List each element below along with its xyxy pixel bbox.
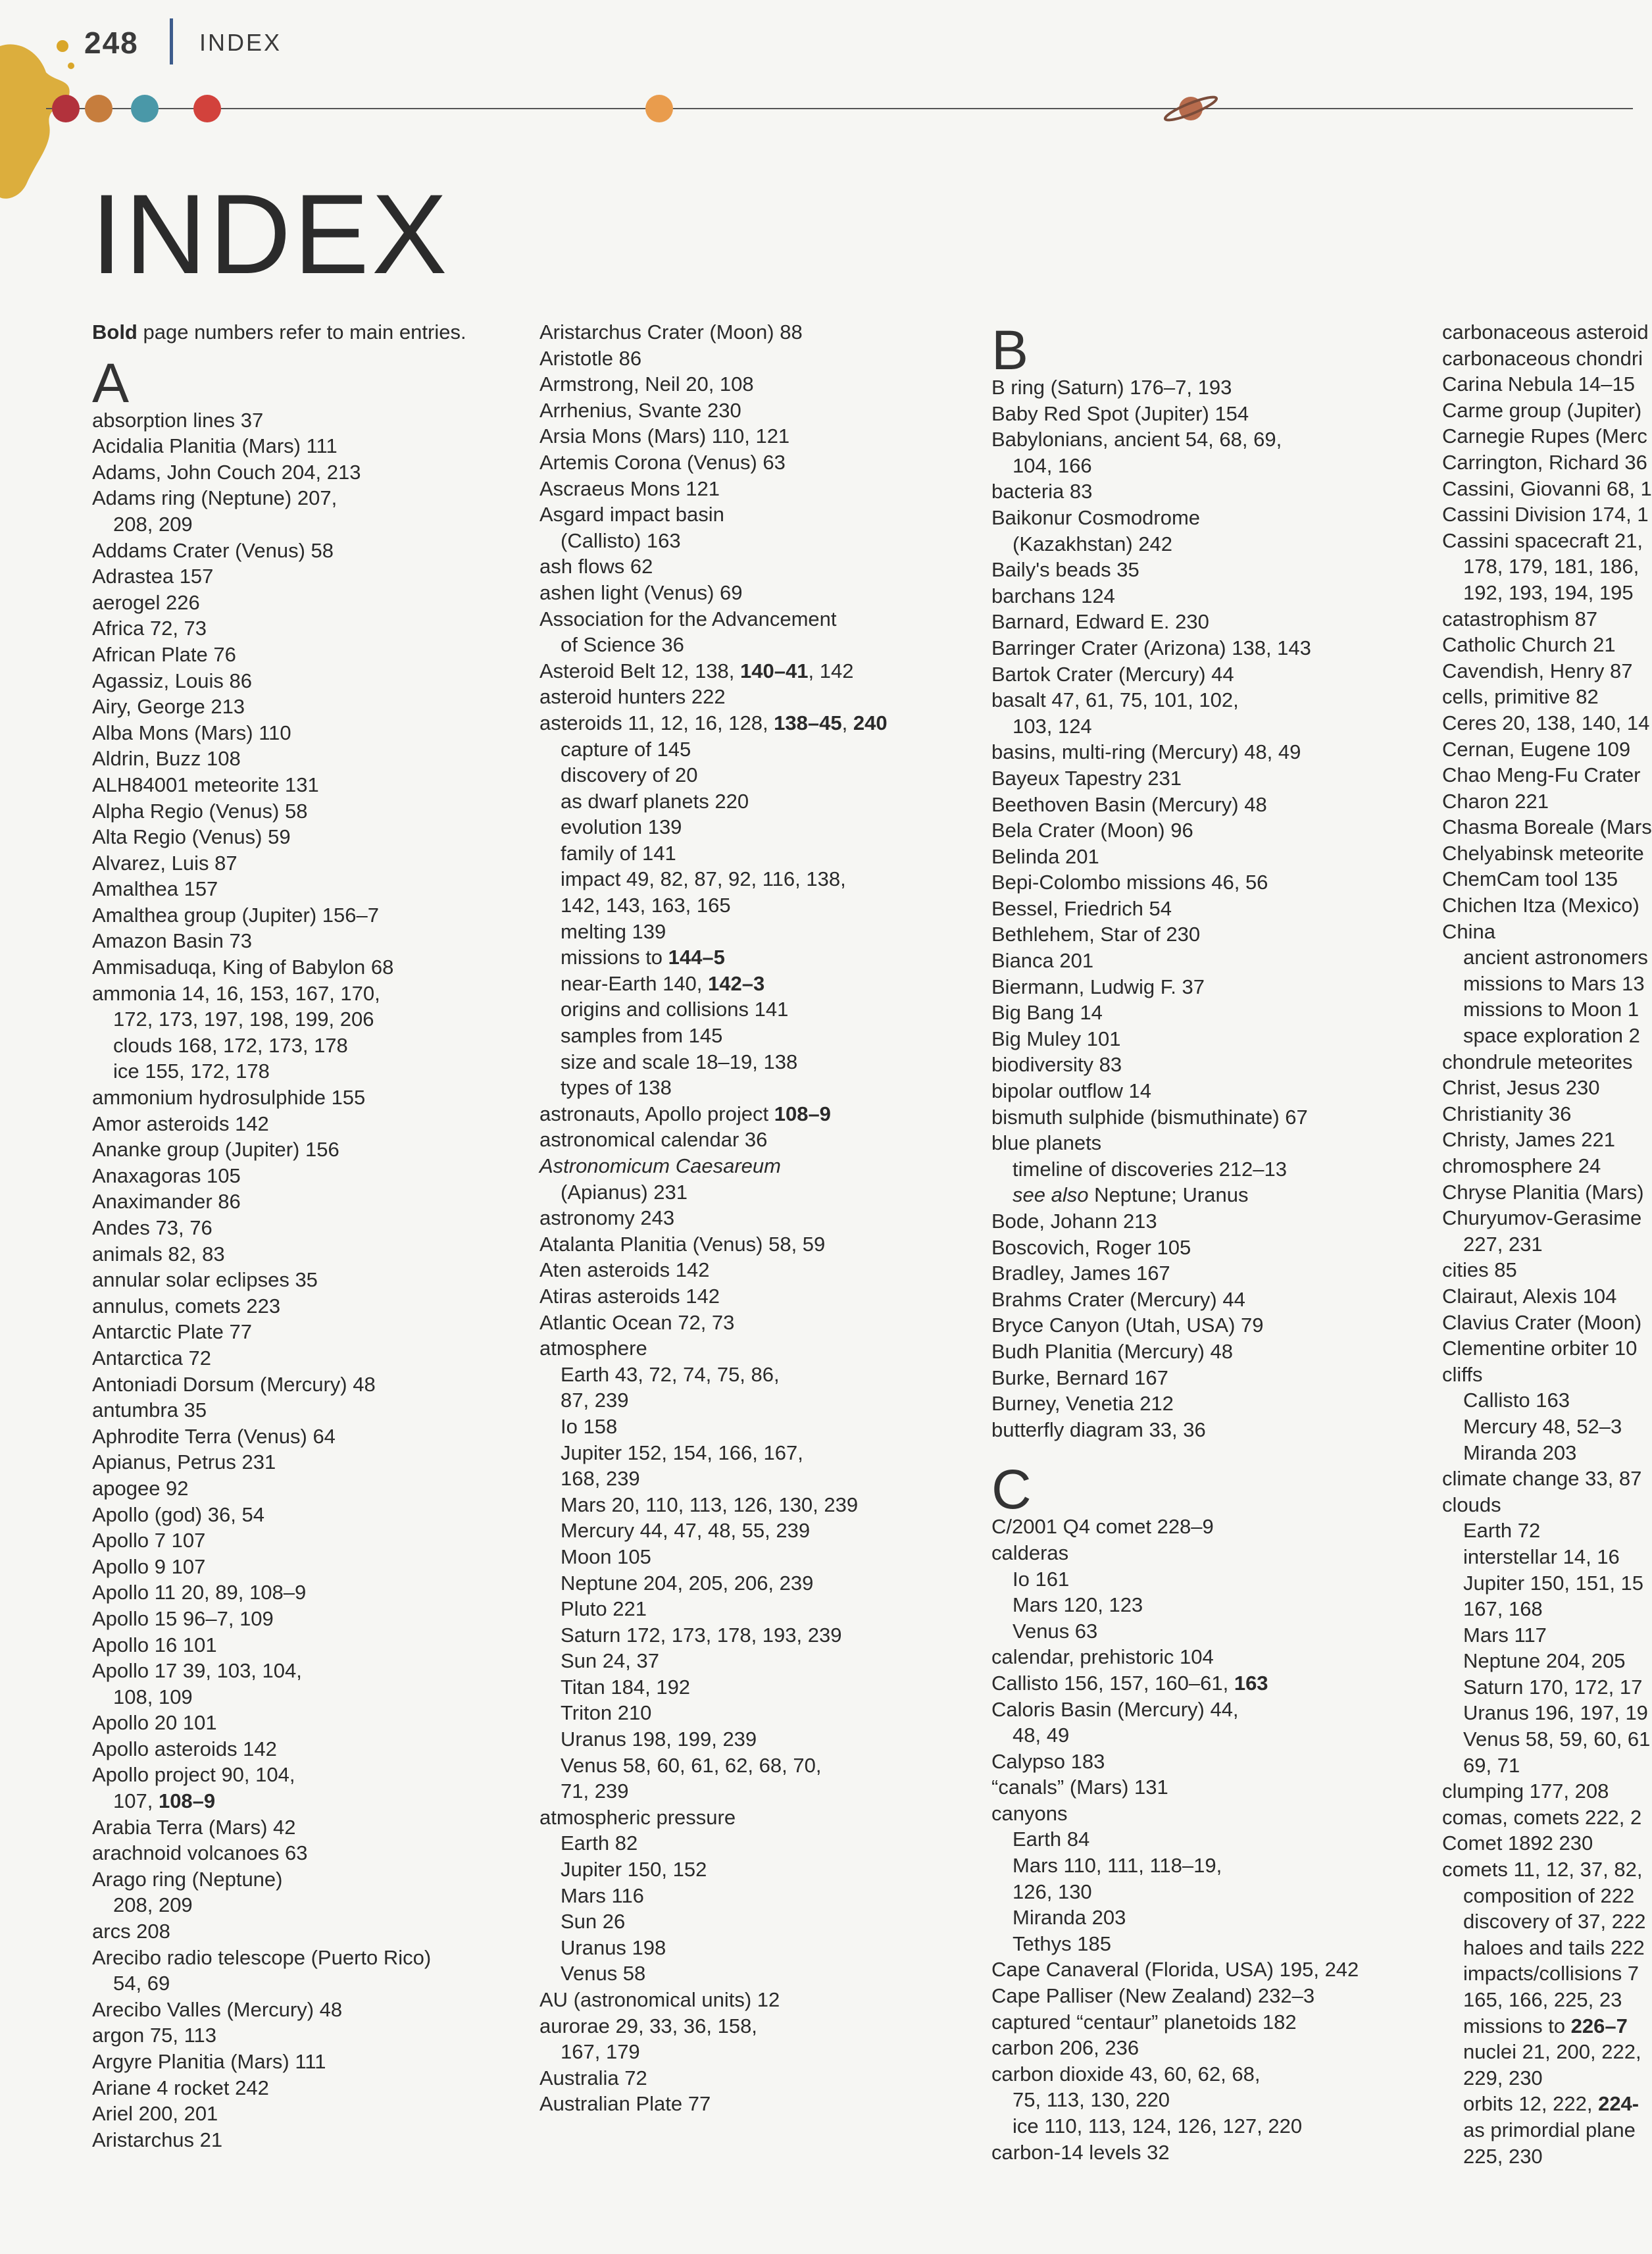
index-subentry: ancient astronomers [1463,946,1648,969]
mercury-dot [52,95,80,122]
index-entry: Carme group (Jupiter) [1442,398,1642,422]
index-subentry: Neptune 204, 205 [1463,1649,1626,1673]
index-entry: Addams Crater (Venus) 58 [92,538,334,562]
index-entry: Christ, Jesus 230 [1442,1076,1600,1100]
index-entry: Christianity 36 [1442,1102,1572,1125]
index-entry: Australia 72 [539,2066,647,2089]
index-entry: Ammisaduqa, King of Babylon 68 [92,956,394,979]
index-entry: Caloris Basin (Mercury) 44, [991,1697,1239,1721]
index-entry: Calypso 183 [991,1749,1105,1773]
index-subentry: interstellar 14, 16 [1463,1545,1620,1568]
index-subentry: Earth 82 [561,1831,638,1855]
index-entry: Bela Crater (Moon) 96 [991,819,1193,842]
index-entry: ammonia 14, 16, 153, 167, 170, [92,981,380,1005]
index-subentry: Miranda 203 [1463,1441,1577,1464]
index-subentry: 167, 168 [1463,1597,1543,1621]
index-subentry: Mercury 48, 52–3 [1463,1414,1622,1438]
index-subentry: Io 161 [1013,1567,1070,1591]
index-subentry: Mars 110, 111, 118–19, [1013,1854,1222,1878]
index-entry: Apollo asteroids 142 [92,1737,277,1760]
index-entry: China [1442,919,1495,943]
index-entry: Aldrin, Buzz 108 [92,747,241,771]
index-subentry: Tethys 185 [1013,1932,1111,1955]
index-subentry: Mars 20, 110, 113, 126, 130, 239 [561,1493,859,1516]
index-entry: Bepi-Colombo missions 46, 56 [991,871,1268,894]
index-subentry: 69, 71 [1463,1753,1520,1777]
index-entry: Carrington, Richard 36 [1442,450,1647,474]
index-entry: Adrastea 157 [92,565,214,588]
index-subentry: as primordial plane [1463,2118,1636,2141]
index-subentry: Jupiter 150, 151, 15 [1463,1571,1644,1595]
index-entry: Bode, Johann 213 [991,1210,1157,1233]
index-entry: aurorae 29, 33, 36, 158, [539,2014,757,2037]
index-letter-heading: A [92,351,130,414]
index-entry: Bayeux Tapestry 231 [991,766,1182,790]
index-entry: Big Muley 101 [991,1027,1121,1050]
index-entry: chromosphere 24 [1442,1154,1601,1177]
index-subentry: 104, 166 [1013,453,1092,477]
index-entry: arcs 208 [92,1920,170,1943]
index-subentry: 75, 113, 130, 220 [1013,2088,1170,2112]
index-entry: Argyre Planitia (Mars) 111 [92,2050,326,2073]
index-entry: biodiversity 83 [991,1053,1122,1077]
index-entry: climate change 33, 87 [1442,1467,1642,1491]
index-entry: Aphrodite Terra (Venus) 64 [92,1424,336,1448]
index-entry: Alvarez, Luis 87 [92,851,238,875]
index-entry: Apollo 11 20, 89, 108–9 [92,1581,307,1604]
index-entry: Arecibo radio telescope (Puerto Rico) [92,1945,432,1969]
index-subentry: ice 155, 172, 178 [113,1060,270,1083]
index-entry: Atiras asteroids 142 [539,1284,720,1308]
index-subentry: 208, 209 [113,512,193,536]
index-entry: catastrophism 87 [1442,607,1598,630]
index-entry: Biermann, Ludwig F. 37 [991,975,1205,998]
index-entry: chondrule meteorites [1442,1050,1633,1073]
index-entry: Callisto 156, 157, 160–61, 163 [991,1671,1268,1695]
index-entry: AU (astronomical units) 12 [539,1988,780,2011]
index-subentry: missions to 144–5 [561,946,725,969]
index-entry: Bartok Crater (Mercury) 44 [991,662,1234,686]
index-entry: Carnegie Rupes (Merc [1442,424,1647,448]
index-entry: Aristarchus 21 [92,2128,223,2151]
index-entry: Burke, Bernard 167 [991,1366,1168,1389]
index-entry: asteroids 11, 12, 16, 128, 138–45, 240 [539,711,888,734]
index-entry: carbon dioxide 43, 60, 62, 68, [991,2062,1261,2086]
index-subentry: 225, 230 [1463,2144,1543,2168]
index-letter-heading: C [991,1458,1032,1521]
index-subentry: (Apianus) 231 [561,1180,688,1204]
index-entry: Armstrong, Neil 20, 108 [539,372,754,396]
index-entry: Cavendish, Henry 87 [1442,659,1633,682]
index-subentry: Jupiter 152, 154, 166, 167, [561,1441,803,1464]
index-entry: Bethlehem, Star of 230 [991,923,1201,946]
index-entry: Alpha Regio (Venus) 58 [92,799,308,823]
index-entry: Brahms Crater (Mercury) 44 [991,1287,1245,1311]
index-entry: C/2001 Q4 comet 228–9 [991,1515,1214,1539]
jupiter-dot [645,95,673,122]
index-subentry: Triton 210 [561,1701,652,1725]
index-subentry: family of 141 [561,841,676,865]
index-entry: Asteroid Belt 12, 138, 140–41, 142 [539,659,854,682]
index-entry: Chao Meng-Fu Crater [1442,763,1641,787]
index-entry: asteroid hunters 222 [539,685,726,709]
index-entry: atmosphere [539,1337,647,1360]
index-entry: African Plate 76 [92,642,236,666]
index-subentry: missions to Mars 13 [1463,971,1645,995]
index-entry: Cassini spacecraft 21, [1442,528,1643,552]
index-entry: Carina Nebula 14–15 [1442,372,1635,396]
index-entry: Christy, James 221 [1442,1128,1616,1152]
index-entry: bismuth sulphide (bismuthinate) 67 [991,1105,1308,1129]
index-subentry: 178, 179, 181, 186, [1463,555,1639,578]
index-entry: Arago ring (Neptune) [92,1867,283,1891]
index-subentry: samples from 145 [561,1024,723,1048]
index-entry: captured “centaur” planetoids 182 [991,2010,1297,2034]
index-entry: aerogel 226 [92,590,200,614]
index-subentry: 108, 109 [113,1685,193,1708]
index-subentry: Sun 24, 37 [561,1649,659,1673]
index-column-3 [991,319,1426,2165]
index-entry: clouds [1442,1493,1501,1516]
index-entry: ChemCam tool 135 [1442,867,1618,891]
index-entry: Amor asteroids 142 [92,1112,269,1135]
index-entry: Apollo 15 96–7, 109 [92,1606,274,1630]
index-subentry: melting 139 [561,919,666,943]
index-intro-note: Bold page numbers refer to main entries. [92,320,466,344]
index-entry: carbonaceous chondri [1442,346,1643,370]
index-entry: Cape Palliser (New Zealand) 232–3 [991,1984,1315,2008]
index-subentry: Uranus 196, 197, 19 [1463,1701,1648,1725]
header-divider [170,18,173,64]
index-entry: astronomical calendar 36 [539,1128,768,1152]
index-subentry: ice 110, 113, 124, 126, 127, 220 [1013,2114,1303,2138]
index-subentry: Io 158 [561,1414,618,1438]
index-entry: Apollo 9 107 [92,1554,206,1578]
venus-dot [85,95,113,122]
index-entry: Artemis Corona (Venus) 63 [539,450,786,474]
index-entry: absorption lines 37 [92,408,264,432]
index-entry: comets 11, 12, 37, 82, [1442,1858,1643,1882]
index-entry: Alta Regio (Venus) 59 [92,825,291,849]
index-subentry: Mars 120, 123 [1013,1593,1143,1617]
index-entry: basalt 47, 61, 75, 101, 102, [991,688,1239,712]
index-subentry: 71, 239 [561,1780,629,1803]
index-subentry: Earth 43, 72, 74, 75, 86, [561,1362,780,1386]
index-entry: Africa 72, 73 [92,617,207,640]
index-subentry: 126, 130 [1013,1880,1092,1903]
index-subentry: Venus 58, 60, 61, 62, 68, 70, [561,1753,822,1777]
index-entry: Ananke group (Jupiter) 156 [92,1138,339,1162]
index-entry: Asgard impact basin [539,503,724,526]
index-entry: Aten asteroids 142 [539,1258,710,1282]
index-subentry: capture of 145 [561,737,691,761]
index-entry: B ring (Saturn) 176–7, 193 [991,376,1232,399]
index-subentry: missions to 226–7 [1463,2014,1628,2037]
page-number: 248 [84,26,139,60]
index-subentry: nuclei 21, 200, 222, [1463,2040,1641,2064]
index-entry: Ceres 20, 138, 140, 14 [1442,711,1650,734]
index-entry: ash flows 62 [539,555,653,578]
index-entry: apogee 92 [92,1476,189,1500]
index-entry: astronauts, Apollo project 108–9 [539,1102,831,1125]
index-entry: Atlantic Ocean 72, 73 [539,1310,735,1334]
index-entry: Antarctica 72 [92,1346,211,1370]
index-entry: carbonaceous asteroid [1442,320,1649,344]
index-entry: Barnard, Edward E. 230 [991,610,1209,634]
index-entry: Aristotle 86 [539,346,642,370]
index-entry: Astronomicum Caesareum [539,1154,781,1177]
index-entry: ALH84001 meteorite 131 [92,773,319,796]
index-entry: annular solar eclipses 35 [92,1268,318,1292]
index-subentry: evolution 139 [561,815,682,839]
index-subentry: Saturn 170, 172, 17 [1463,1675,1643,1699]
index-entry: Anaximander 86 [92,1190,241,1214]
index-entry: Budh Planitia (Mercury) 48 [991,1339,1233,1363]
index-subentry: Jupiter 150, 152 [561,1858,707,1882]
index-entry: annulus, comets 223 [92,1294,281,1318]
index-entry: basins, multi-ring (Mercury) 48, 49 [991,740,1301,764]
index-entry: Bessel, Friedrich 54 [991,896,1172,920]
index-entry: “canals” (Mars) 131 [991,1776,1168,1799]
index-entry: Andes 73, 76 [92,1216,213,1239]
index-entry: Arecibo Valles (Mercury) 48 [92,1997,343,2021]
index-subentry: (Callisto) 163 [561,528,681,552]
index-entry: Airy, George 213 [92,695,245,719]
index-entry: Chelyabinsk meteorite [1442,841,1644,865]
index-entry: Amalthea group (Jupiter) 156–7 [92,903,379,927]
planet-timeline-rule [0,92,1633,125]
index-subentry: Uranus 198, 199, 239 [561,1728,757,1751]
index-column-2 [539,319,974,2117]
index-entry: Arabia Terra (Mars) 42 [92,1815,296,1839]
index-entry: Barringer Crater (Arizona) 138, 143 [991,636,1311,659]
index-subentry: timeline of discoveries 212–13 [1013,1157,1288,1181]
index-entry: canyons [991,1801,1068,1825]
index-entry: Amalthea 157 [92,877,218,901]
index-entry: bacteria 83 [991,480,1093,503]
index-entry: Boscovich, Roger 105 [991,1235,1191,1259]
index-entry: Clementine orbiter 10 [1442,1337,1638,1360]
index-entry: Apollo project 90, 104, [92,1763,295,1787]
index-entry: Cape Canaveral (Florida, USA) 195, 242 [991,1958,1359,1982]
index-subentry: Titan 184, 192 [561,1675,691,1699]
index-entry: ashen light (Venus) 69 [539,580,743,604]
index-subentry: Mars 116 [561,1883,644,1907]
index-subentry: Moon 105 [561,1545,651,1568]
index-entry: Alba Mons (Mars) 110 [92,721,291,744]
index-subentry: orbits 12, 222, 224- [1463,2092,1639,2116]
index-entry: Ariane 4 rocket 242 [92,2076,269,2099]
index-entry: Apollo 16 101 [92,1633,217,1656]
index-entry: Australian Plate 77 [539,2092,711,2116]
index-entry: Big Bang 14 [991,1001,1103,1025]
index-entry: bipolar outflow 14 [991,1079,1151,1103]
index-entry: Agassiz, Louis 86 [92,669,252,692]
index-entry: Apollo 7 107 [92,1529,206,1552]
index-subentry: Earth 72 [1463,1519,1541,1543]
index-entry: Atalanta Planitia (Venus) 58, 59 [539,1232,826,1256]
index-entry: Baily's beads 35 [991,558,1139,582]
index-entry: Baby Red Spot (Jupiter) 154 [991,401,1249,425]
index-entry: cliffs [1442,1362,1483,1386]
index-subentry: 87, 239 [561,1389,629,1412]
section-label: INDEX [199,29,282,56]
index-subentry: impacts/collisions 7 [1463,1962,1639,1985]
index-entry: Cassini, Giovanni 68, 1 [1442,476,1652,500]
index-entry: Antoniadi Dorsum (Mercury) 48 [92,1372,376,1396]
index-entry: cells, primitive 82 [1442,685,1599,709]
index-subentry: Mars 117 [1463,1623,1547,1647]
index-subentry: (Kazakhstan) 242 [1013,532,1172,555]
index-subentry: haloes and tails 222 [1463,1935,1645,1959]
index-subentry: clouds 168, 172, 173, 178 [113,1033,348,1057]
index-entry: Clairaut, Alexis 104 [1442,1284,1617,1308]
index-entry: Clavius Crater (Moon) [1442,1310,1642,1334]
index-entry: calendar, prehistoric 104 [991,1645,1214,1669]
index-subentry: of Science 36 [561,633,684,657]
index-entry: Arsia Mons (Mars) 110, 121 [539,424,790,448]
index-entry: Aristarchus Crater (Moon) 88 [539,320,803,344]
index-subentry: Uranus 198 [561,1935,666,1959]
index-entry: Adams, John Couch 204, 213 [92,460,361,484]
index-subentry: 103, 124 [1013,714,1092,738]
index-entry: Cassini Division 174, 1 [1442,503,1649,526]
index-subentry: 208, 209 [113,1893,193,1917]
index-entry: blue planets [991,1131,1102,1155]
index-entry: arachnoid volcanoes 63 [92,1841,308,1865]
index-column-4 [1442,319,1652,2169]
index-entry: Adams ring (Neptune) 207, [92,486,338,510]
index-entry: Antarctic Plate 77 [92,1320,252,1344]
index-entry: Ascraeus Mons 121 [539,476,720,500]
index-entry: Arrhenius, Svante 230 [539,398,741,422]
index-subentry: space exploration 2 [1463,1024,1640,1048]
index-entry: cities 85 [1442,1258,1517,1282]
index-column-1 [92,319,526,2153]
index-subentry: Callisto 163 [1463,1389,1570,1412]
index-entry: carbon 206, 236 [991,2036,1139,2060]
index-entry: Comet 1892 230 [1442,1831,1593,1855]
index-entry: clumping 177, 208 [1442,1780,1609,1803]
index-entry: Babylonians, ancient 54, 68, 69, [991,428,1282,451]
index-entry: Chryse Planitia (Mars) [1442,1180,1644,1204]
index-entry: Bianca 201 [991,949,1094,973]
index-subentry: Mercury 44, 47, 48, 55, 239 [561,1519,811,1543]
index-subentry: 48, 49 [1013,1724,1070,1747]
index-subentry: discovery of 37, 222 [1463,1910,1646,1934]
index-entry: butterfly diagram 33, 36 [991,1418,1206,1441]
index-subentry: Venus 58, 59, 60, 61 [1463,1728,1651,1751]
index-entry: ammonium hydrosulphide 155 [92,1086,366,1110]
index-subentry: composition of 222 [1463,1883,1635,1907]
index-subentry: 107, 108–9 [113,1789,216,1813]
index-subentry: 165, 166, 225, 23 [1463,1988,1622,2011]
index-entry: Chasma Boreale (Mars [1442,815,1652,839]
index-subentry: types of 138 [561,1076,672,1100]
index-entry: atmospheric pressure [539,1805,736,1829]
index-entry: comas, comets 222, 2 [1442,1805,1642,1829]
index-subentry: Neptune 204, 205, 206, 239 [561,1571,814,1595]
index-entry: Churyumov-Gerasime [1442,1206,1642,1230]
index-entry: Beethoven Basin (Mercury) 48 [991,792,1267,816]
index-subentry: see also Neptune; Uranus [1013,1183,1249,1207]
section-gap [991,1443,1426,1458]
index-entry: Amazon Basin 73 [92,929,252,953]
index-subentry: 172, 173, 197, 198, 199, 206 [113,1008,374,1031]
index-entry: Association for the Advancement [539,607,837,630]
index-subentry: Venus 58 [561,1962,646,1985]
index-entry: Baikonur Cosmodrome [991,505,1201,529]
index-subentry: Pluto 221 [561,1597,647,1621]
index-subentry: size and scale 18–19, 138 [561,1050,798,1073]
index-entry: Acidalia Planitia (Mars) 111 [92,434,338,458]
index-subentry: missions to Moon 1 [1463,998,1639,1021]
index-subentry: 227, 231 [1463,1232,1543,1256]
index-subentry: near-Earth 140, 142–3 [561,971,765,995]
index-entry: argon 75, 113 [92,2024,217,2047]
index-entry: Cernan, Eugene 109 [1442,737,1631,761]
index-subentry: as dwarf planets 220 [561,789,749,813]
index-letter-heading: B [991,319,1029,381]
index-entry: antumbra 35 [92,1398,207,1422]
index-subentry: 168, 239 [561,1467,640,1491]
index-entry: carbon-14 levels 32 [991,2140,1170,2164]
index-subentry: 142, 143, 163, 165 [561,894,731,917]
index-entry: Bryce Canyon (Utah, USA) 79 [991,1314,1264,1337]
index-entry: Anaxagoras 105 [92,1164,241,1187]
index-subentry: Sun 26 [561,1910,626,1934]
index-subentry: Saturn 172, 173, 178, 193, 239 [561,1623,842,1647]
index-entry: Apianus, Petrus 231 [92,1450,276,1474]
index-subentry: 192, 193, 194, 195 [1463,580,1634,604]
index-entry: barchans 124 [991,584,1115,607]
index-entry: astronomy 243 [539,1206,675,1230]
index-entry: Burney, Venetia 212 [991,1392,1174,1416]
mars-dot [193,95,221,122]
index-entry: Chichen Itza (Mexico) [1442,894,1639,917]
index-subentry: impact 49, 82, 87, 92, 116, 138, [561,867,846,891]
index-entry: Apollo 20 101 [92,1711,217,1735]
index-entry: Catholic Church 21 [1442,633,1616,657]
index-subentry: discovery of 20 [561,763,698,787]
page-title: INDEX [91,171,450,297]
index-entry: animals 82, 83 [92,1242,225,1266]
earth-dot [131,95,159,122]
index-subentry: Venus 63 [1013,1619,1098,1643]
index-subentry: Miranda 203 [1013,1906,1126,1930]
index-entry: calderas [991,1541,1069,1564]
index-subentry: 229, 230 [1463,2066,1543,2089]
index-entry: Apollo 17 39, 103, 104, [92,1659,302,1683]
index-entry: Belinda 201 [991,844,1099,868]
index-entry: Charon 221 [1442,789,1549,813]
index-subentry: 54, 69 [113,1972,170,1995]
index-entry: Ariel 200, 201 [92,2102,218,2126]
index-subentry: origins and collisions 141 [561,998,789,1021]
index-subentry: Earth 84 [1013,1828,1090,1851]
index-subentry: 167, 179 [561,2040,640,2064]
index-entry: Bradley, James 167 [991,1262,1170,1285]
index-entry: Apollo (god) 36, 54 [92,1502,264,1526]
